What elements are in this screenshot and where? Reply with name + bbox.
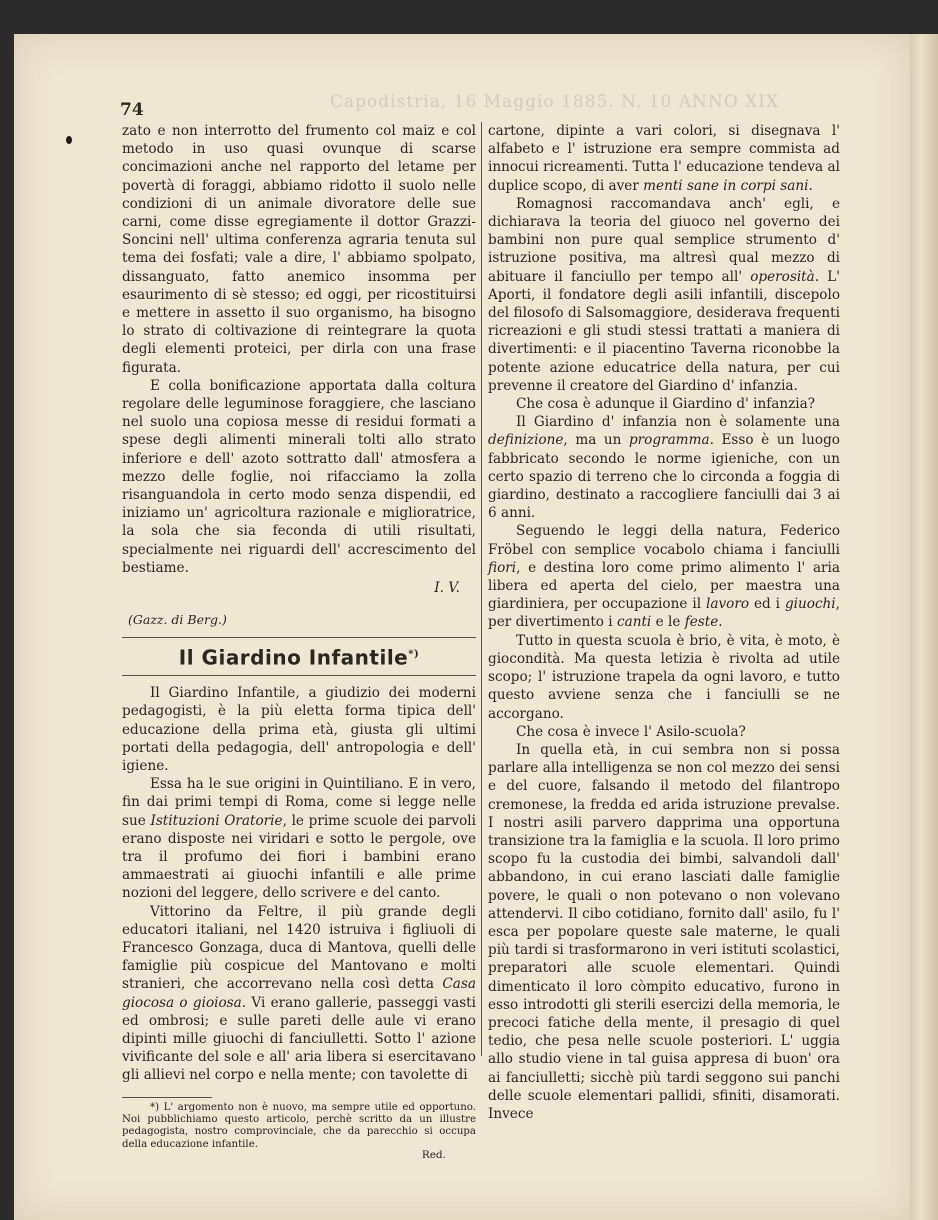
- text-run: . L' Aporti, il fondatore degli asili infantili, discepolo del filosofo di Salsomaggiore, desiderava frequenti ricreazioni e gli studi stessi trattati a maniera di divertimenti: e il piacentino Taverna riconobbe la potente azione educatrice della natura, per cui prevenne il creatore del Giardino d' infanzia.: [488, 268, 840, 394]
- paragraph: [488, 522, 840, 631]
- paragraph: [488, 122, 840, 195]
- text-run: , per divertimento i: [488, 596, 840, 631]
- italic-run: lavoro: [706, 596, 749, 613]
- text-run: .: [718, 614, 723, 631]
- italic-run: feste: [684, 614, 719, 631]
- italic-run: canti: [616, 614, 652, 631]
- column-divider: [481, 122, 482, 1056]
- italic-run: menti sane in corpi sani: [643, 177, 809, 194]
- paragraph: In quella età, in cui sembra non si possa parlare alla intelligenza se non col mezzo dei sensi e del cuore, falsando il metodo del filantropo cremonese, la fredda ed arida istruzione prevalse. I nostri asili parvero dapprima una opportuna transizione tra la famiglia e la scuola. Il loro primo scopo fu la custodia dei bimbi, salvandoli dall' abbandono, in cui erano lasciati dalle famiglie povere, le quali o non potevano o non volevano attendervi. Il cibo cotidiano, fornito dall' asilo, fu l' esca per popolare queste sale materne, le quali più tardi si trasformarono in veri istituti scolastici, preparatori alle scuole elementari. Quindi dimenticato il loro còmpito educativo, furono in esso introdotti gli sterili esercizi della memoria, le precoci fatiche della mente, il presagio di quel tedio, che pesa nelle scuole posteriori. L' uggia allo studio viene in tal guisa appresa di buon' ora ai fanciulletti; sicchè più tardi seggono sui panchi delle scuole elementari pallidi, sfiniti, disamorati. Invece: [488, 741, 840, 1122]
- paragraph: [488, 195, 840, 395]
- article-source: (Gazz. di Berg.): [128, 612, 227, 628]
- article-signature: I. V.: [434, 580, 460, 597]
- text-run: , ma un: [563, 432, 629, 449]
- footnote-rule: [122, 1097, 212, 1098]
- paragraph: [488, 413, 840, 522]
- text-run: , e destina loro come primo alimento l' aria libera ed aperta del cielo, per maestra una giardiniera, per occupazione il: [488, 559, 840, 613]
- italic-run: operosità: [750, 268, 815, 285]
- italic-run: definizione: [488, 432, 564, 449]
- text-run: Seguendo le leggi della natura, Federico Fröbel con semplice vocabolo chiama i fanciulli: [488, 523, 840, 558]
- footnote: *) L' argomento non è nuovo, ma sempre utile ed opportuno. Noi pubblichiamo questo articolo, perchè scritto da un illustre pedagogista, nostro comprovinciale, che da parecchio si occupa della educazione infantile.: [122, 1101, 476, 1150]
- text-run: Vittorino da Feltre, il più grande degli educatori italiani, nel 1420 istruiva i figliuoli di Francesco Gonzaga, duca di Mantova, quelli delle famiglie più cospicue del Mantovano e molti stranieri, che accorrevano nella così detta: [122, 903, 476, 993]
- italic-run: programma: [628, 432, 710, 449]
- section-rule: [122, 675, 476, 676]
- paragraph: Che cosa è invece l' Asilo-scuola?: [516, 723, 746, 740]
- text-run: , le prime scuole dei parvoli erano disposte nei viridari e sotto le pergole, ove tra il profumo dei fiori i bambini erano ammaestrati ai giuochi infantili e alle prime nozioni del leggere, dello scrivere e del canto.: [122, 812, 476, 902]
- italic-run: giuochi: [784, 596, 836, 613]
- italic-run: fiori: [488, 559, 517, 576]
- text-run: ed i: [749, 596, 785, 613]
- footnote-signature: Red.: [421, 1149, 446, 1162]
- article-title: [122, 642, 476, 671]
- text-run: Romagnosi raccomandava anch' egli, e dichiarava la teoria del giuoco nel governo dei bambini non pure qual semplice strumento d' istruzione positiva, ma altresì qual mezzo di abituare il fanciullo per tempo all': [488, 195, 840, 285]
- text-run: cartone, dipinte a vari colori, si disegnava l' alfabeto e l' istruzione era sempre commista ad innocui ricreamenti. Tutta l' educazione tendeva al duplice scopo, di aver: [488, 123, 840, 194]
- text-run: Il Giardino d' infanzia non è solamente una: [516, 414, 840, 431]
- left-column: [122, 122, 476, 1162]
- running-head-bleed-through: Capodistria, 16 Maggio 1885. N. 10 ANNO XIX: [330, 92, 780, 112]
- right-column: [488, 122, 840, 1123]
- footnote-mark: *): [408, 649, 420, 661]
- italic-run: Casa giocosa o gioiosa: [122, 976, 476, 1011]
- text-run: . Esso è un luogo fabbricato secondo le norme igieniche, con un certo spazio di terreno che lo circonda a foggia di giardino, destinato a raccogliere fanciulli dai 3 ai 6 anni.: [488, 432, 840, 522]
- section-rule: [122, 637, 476, 638]
- paragraph: zato e non interrotto del frumento col maiz e col metodo in uso quasi ovunque di scarse concimazioni anche nel rapporto del letame per povertà di foraggi, abbiamo ridotto il suolo nelle condizioni di un animale divoratore delle sue carni, come disse egregiamente il dottor Grazzi-Soncini nell' ultima conferenza agraria tenuta sul tema dei fosfati; vale a dire, l' abbiamo spolpato, dissanguato, fatto anemico insomma per esaurimento di sè stesso; ed oggi, per ricostituirsi e mettere in assetto il suo organismo, ha bisogno lo strato di coltivazione di reintegrare la quota degli elementi proteici, per dirla con una frase figurata.: [122, 123, 476, 376]
- paragraph: E colla bonificazione apportata dalla coltura regolare delle leguminose foraggiere, che lasciano nel suolo una copiosa messe di residui formati a spese degli alimenti minerali tolti allo strato inferiore e dell' azoto sottratto dall' atmosfera a mezzo delle foglie, noi rifacciamo la zolla risanguandola in certo modo senza dispendii, ed iniziamo un' agricoltura razionale e miglioratrice, la sola che sia feconda di utili risultati, specialmente nei riguardi dell' accrescimento del bestiame.: [122, 377, 476, 576]
- text-run: e le: [651, 614, 685, 631]
- italic-run: Istituzioni Oratorie: [150, 812, 283, 829]
- ink-spot: [66, 136, 72, 144]
- paragraph: [122, 903, 476, 1085]
- text-run: . Vi erano gallerie, passeggi vasti ed ombrosi; e sulle pareti delle aule vi erano dipinti mille giuochi di fanciulletti. Sotto l' azione vivificante del sole e all' aria libera si esercitavano gli allievi nel corpo e nella mente; con tavolette di: [122, 994, 476, 1084]
- paragraph: Il Giardino Infantile, a giudizio dei moderni pedagogisti, è la più eletta forma tipica dell' educazione della prima età, giusta gli ultimi portati della pedagogia, dell' antropologia e dell' igiene.: [122, 685, 476, 774]
- paragraph: Che cosa è adunque il Giardino d' infanzia?: [516, 396, 816, 413]
- text-run: .: [808, 177, 813, 194]
- paragraph: Tutto in questa scuola è brio, è vita, è moto, è giocondità. Ma questa letizia è rivolta ad utile scopo; l' istruzione trapela da ogni lavoro, e tutto questo avviene senza che i fanciulli se ne accorgano.: [488, 632, 840, 722]
- text-run: Essa ha le sue origini in Quintiliano. E in vero, fin dai primi tempi di Roma, come si legge nelle sue: [122, 776, 476, 829]
- article-title-text: Il Giardino Infantile: [178, 646, 409, 671]
- page-number: 74: [120, 100, 144, 120]
- next-page-edge: [910, 34, 938, 1220]
- paragraph: [122, 775, 476, 902]
